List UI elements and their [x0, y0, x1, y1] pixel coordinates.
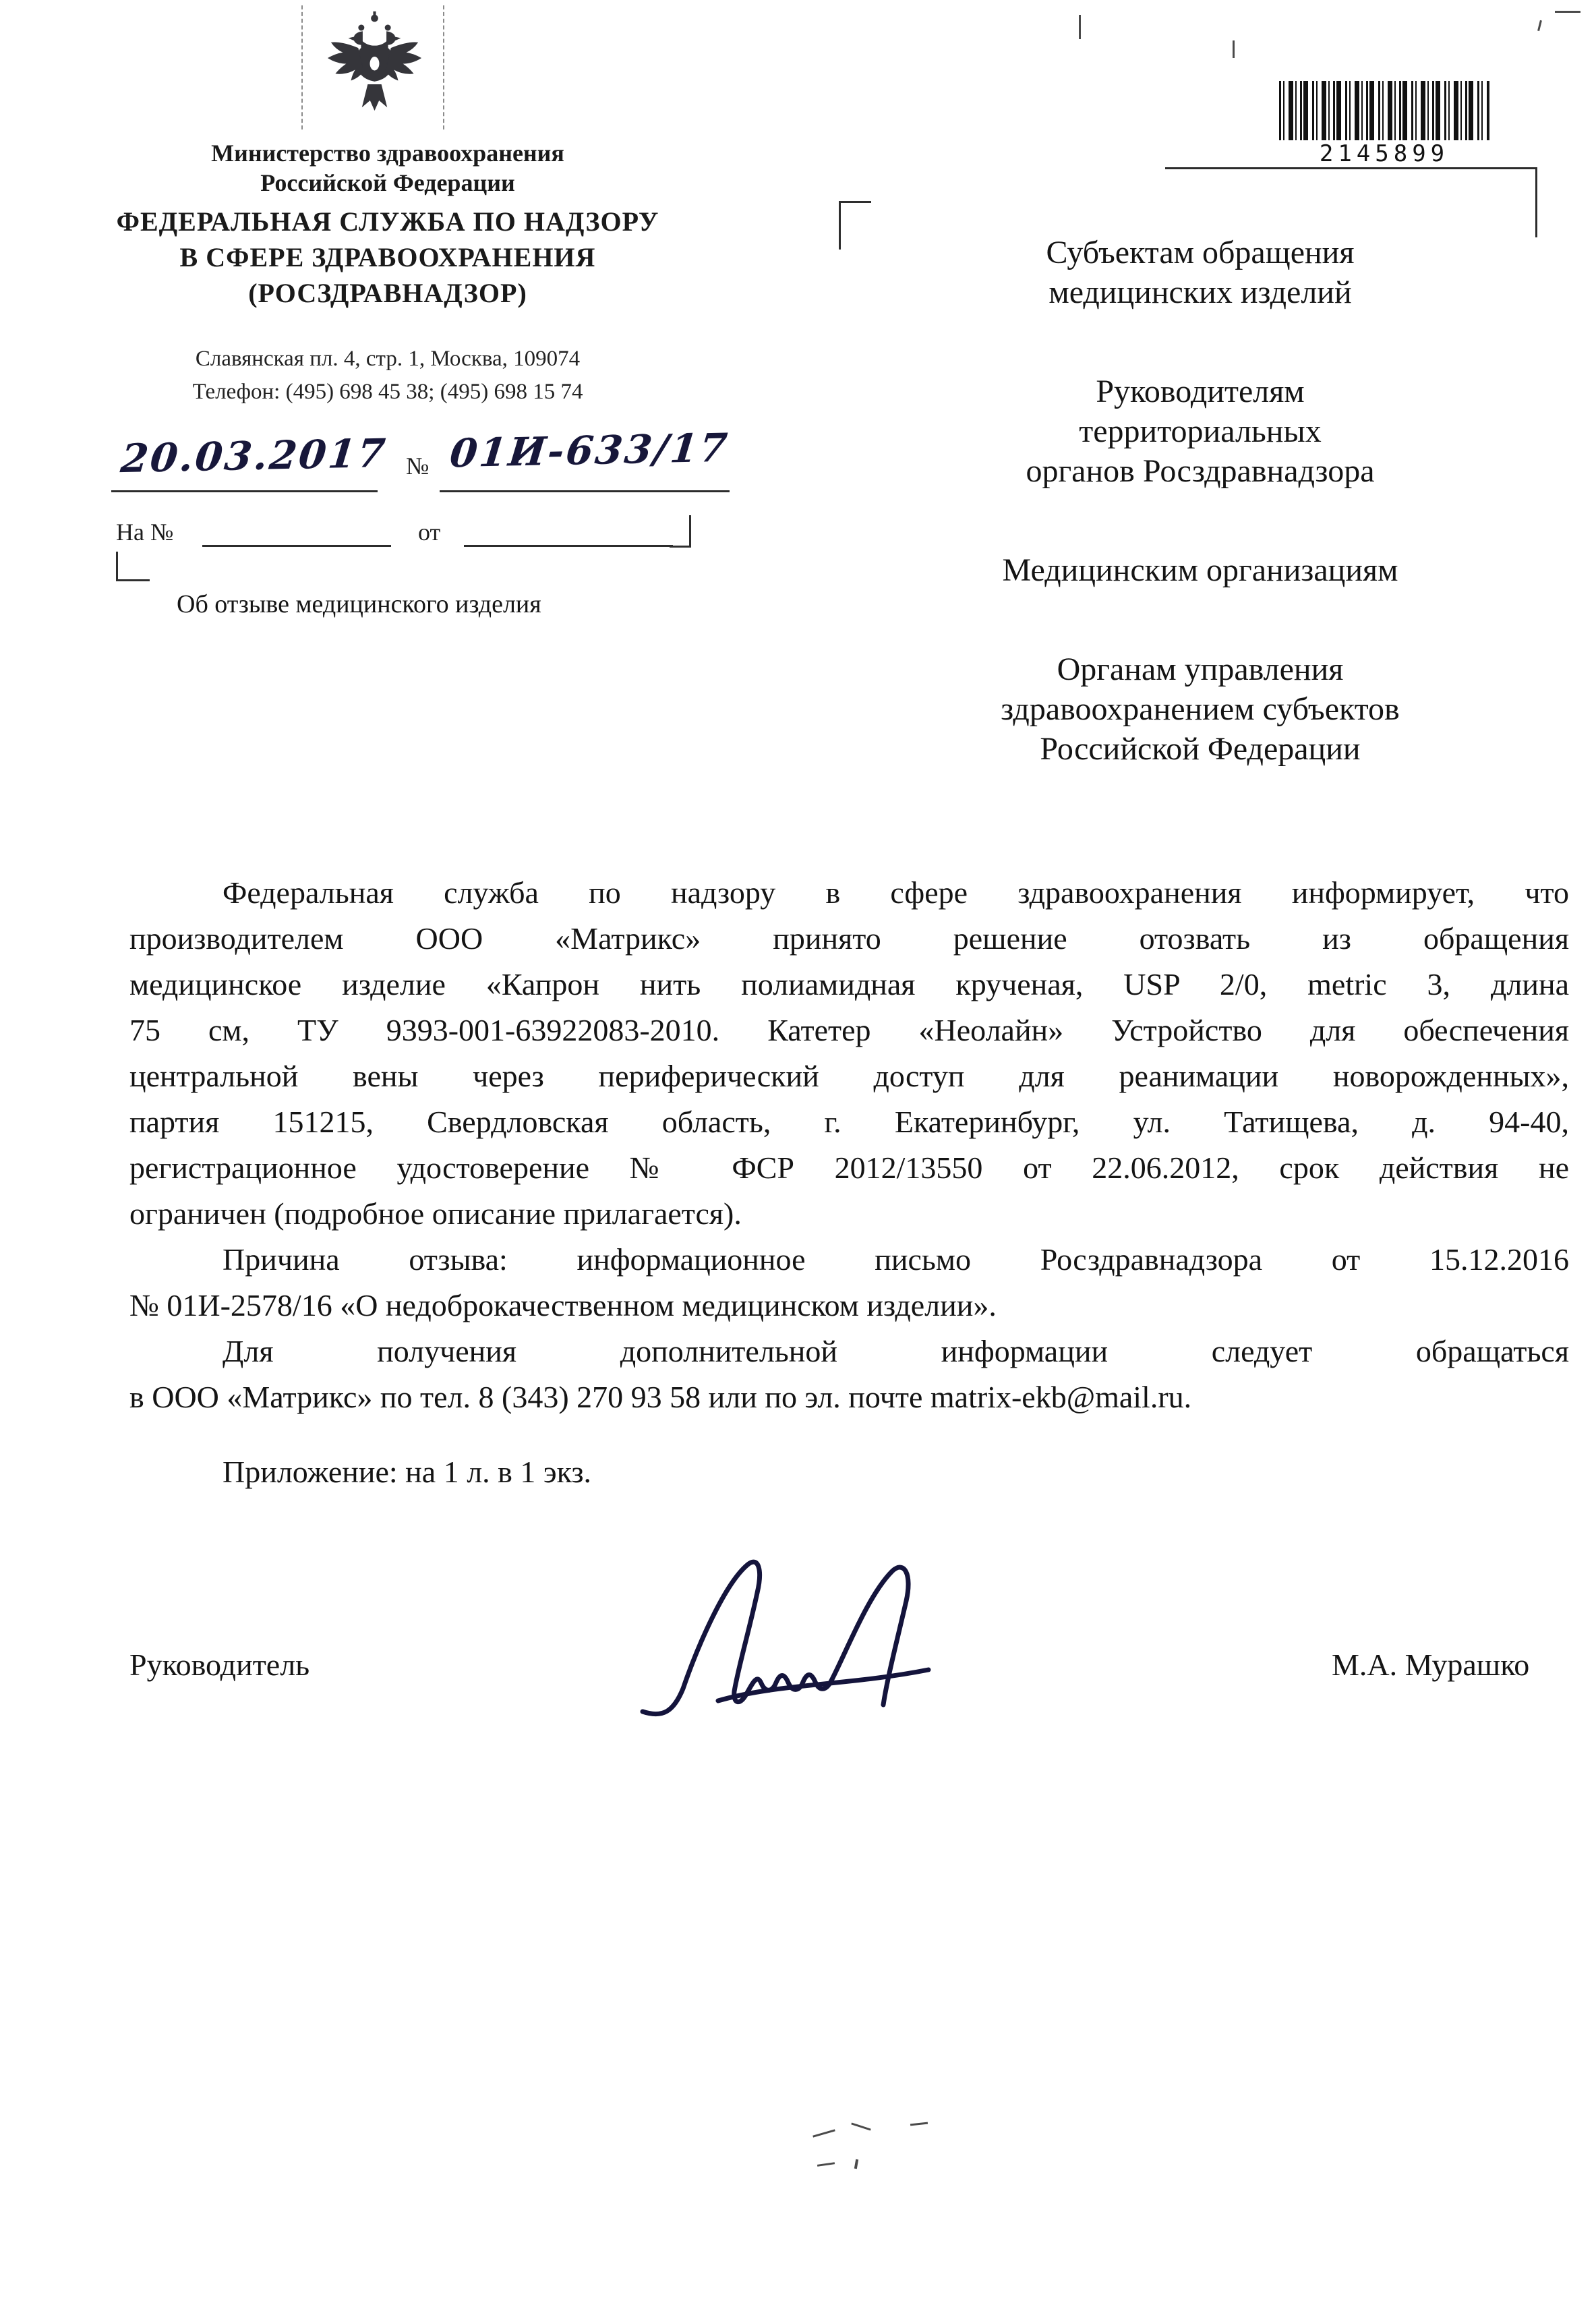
ref-na-label: На № — [116, 519, 174, 546]
addressee-block-territorial-heads — [944, 372, 1456, 491]
service-contacts — [101, 343, 674, 409]
service-phone: Телефон: (495) 698 45 38; (495) 698 15 74 — [192, 380, 583, 404]
ministry-name — [115, 138, 661, 198]
addressee-line: Медицинским организациям — [1002, 552, 1398, 588]
number-line — [440, 490, 730, 492]
body-line: 75 см, ТУ 9393-001-63922083-2010. Катетер «Неолайн» Устройство для обеспечения — [129, 1013, 1569, 1047]
body-line: партия 151215, Свердловская область, г. Екатеринбург, ул. Татищева, д. 94-40, — [129, 1105, 1569, 1139]
scan-artifact — [1079, 15, 1081, 39]
scan-artifact — [851, 2122, 870, 2130]
ministry-line: Министерство здравоохранения — [211, 140, 564, 167]
body-line: центральной вены через периферический доступ для реанимации новорожденных», — [129, 1059, 1569, 1093]
barcode-underline — [1165, 167, 1537, 169]
service-address: Славянская пл. 4, стр. 1, Москва, 109074 — [195, 347, 581, 371]
outgoing-number-handwritten: 01И-633/17 — [448, 424, 732, 477]
scan-artifact — [1537, 20, 1542, 31]
ministry-line: Российской Федерации — [260, 169, 515, 196]
scan-artifact — [1555, 11, 1580, 13]
ref-ot-label: от — [418, 519, 441, 546]
attachment-line: Приложение: на 1 л. в 1 экз. — [223, 1455, 592, 1489]
corner-mark-addressee-top-right — [1535, 167, 1537, 237]
scan-artifact — [817, 2162, 835, 2167]
barcode — [1279, 81, 1489, 140]
addressee-line: Органам управления — [1057, 651, 1344, 687]
body-line: Для получения дополнительной информации следует обращаться — [223, 1334, 1569, 1368]
signer-name: М.А. Мурашко — [1332, 1647, 1530, 1682]
addressee-line: органов Росздравнадзора — [1026, 453, 1375, 489]
addressee-list — [944, 233, 1456, 828]
service-name — [101, 204, 674, 311]
body-line: Причина отзыва: информационное письмо Росздравнадзора от 15.12.2016 — [223, 1242, 1569, 1277]
corner-mark-bottom-left — [116, 552, 150, 581]
service-line: ФЕДЕРАЛЬНАЯ СЛУЖБА ПО НАДЗОРУ — [116, 206, 659, 237]
coat-of-arms-icon — [319, 9, 430, 125]
outgoing-date-handwritten: 20.03.2017 — [119, 430, 390, 482]
addressee-block-subjects — [944, 233, 1456, 312]
subject-line: Об отзыве медицинского изделия — [177, 590, 541, 618]
addressee-line: медицинских изделий — [1048, 274, 1352, 310]
emblem-frame — [301, 5, 444, 129]
ref-na-line — [202, 545, 391, 547]
service-line: В СФЕРЕ ЗДРАВООХРАНЕНИЯ — [179, 242, 596, 272]
ref-ot-line — [464, 545, 673, 547]
scan-artifact — [910, 2122, 928, 2126]
corner-mark-addressee-top-left — [839, 201, 871, 250]
signature-icon — [624, 1551, 961, 1747]
barcode-number: 2145899 — [1319, 140, 1450, 167]
addressee-line: Субъектам обращения — [1046, 235, 1355, 270]
body-line: № 01И-2578/16 «О недоброкачественном медицинском изделии». — [129, 1288, 997, 1322]
addressee-line: Российской Федерации — [1040, 731, 1361, 767]
body-line: регистрационное удостоверение № ФСР 2012/13550 от 22.06.2012, срок действия не — [129, 1150, 1569, 1185]
addressee-line: Руководителям — [1096, 374, 1305, 409]
scan-artifact — [854, 2159, 858, 2169]
addressee-line: здравоохранением субъектов — [1001, 691, 1400, 727]
body-line: Федеральная служба по надзору в сфере здравоохранения информирует, что — [223, 875, 1569, 910]
body-line: в ООО «Матрикс» по тел. 8 (343) 270 93 58 или по эл. почте matrix-ekb@mail.ru. — [129, 1380, 1192, 1414]
addressee-block-health-authorities — [944, 649, 1456, 769]
body-line: производителем ООО «Матрикс» принято решение отозвать из обращения — [129, 921, 1569, 956]
corner-mark-bottom-right — [670, 515, 691, 548]
body-line: ограничен (подробное описание прилагается). — [129, 1196, 742, 1231]
scan-artifact — [1233, 40, 1235, 58]
date-line — [111, 490, 378, 492]
scan-artifact — [812, 2129, 835, 2137]
addressee-line: территориальных — [1079, 413, 1322, 449]
addressee-block-medical-organizations — [944, 550, 1456, 590]
number-sign-label: № — [406, 453, 430, 479]
letter-body — [129, 870, 1569, 1420]
service-line: (РОСЗДРАВНАДЗОР) — [248, 278, 527, 308]
signer-position: Руководитель — [129, 1647, 310, 1682]
body-line: медицинское изделие «Капрон нить полиамидная крученая, USP 2/0, metric 3, длина — [129, 967, 1569, 1001]
